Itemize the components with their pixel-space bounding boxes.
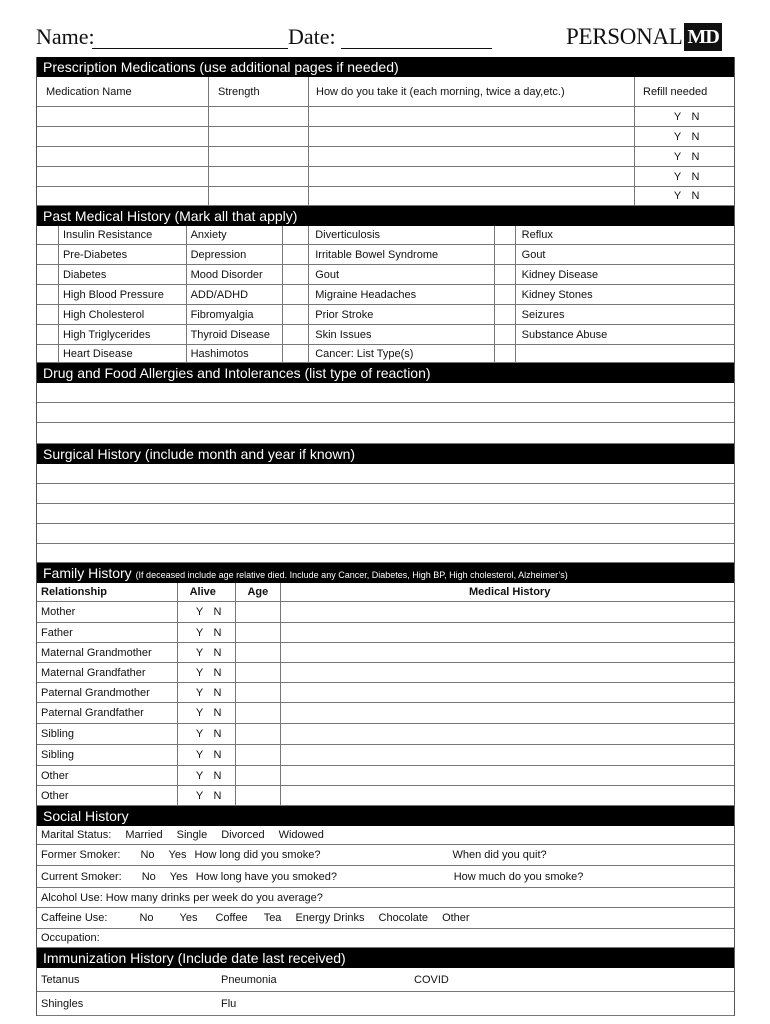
option-single[interactable]: Single [176, 829, 208, 841]
alive-yn[interactable] [178, 786, 237, 805]
condition-label: Mood Disorder [187, 265, 284, 284]
checkbox[interactable] [37, 245, 59, 264]
caffeine-label: Caffeine Use: [41, 912, 108, 924]
surgery-line-field[interactable] [37, 504, 734, 524]
medical-history-field[interactable] [281, 602, 734, 622]
age-field[interactable] [236, 766, 281, 785]
condition-label: Kidney Stones [521, 288, 593, 301]
allergy-line-field[interactable] [37, 423, 734, 444]
current-smoke-amount[interactable]: How much do you smoke? [453, 870, 584, 883]
option-married[interactable]: Married [125, 829, 163, 841]
logo-text: PERSONAL [566, 24, 683, 49]
checkbox[interactable] [37, 325, 59, 344]
how-taken-field[interactable] [309, 187, 635, 205]
strength-field[interactable] [209, 187, 309, 205]
relationship-label: Maternal Grandfather [37, 663, 178, 682]
current-smoker-no[interactable]: No [141, 870, 156, 883]
refill-no[interactable]: N [691, 110, 700, 123]
condition-row [37, 226, 734, 245]
age-field[interactable] [236, 724, 281, 744]
condition-row [37, 345, 734, 363]
checkbox[interactable] [37, 265, 59, 284]
former-smoker-row[interactable] [37, 845, 734, 866]
col-how-taken: How do you take it (each morning, twice a day,etc.) [309, 77, 635, 106]
family-subtitle: (If deceased include age relative died. Include any Cancer, Diabetes, High BP, High cholesterol, Alzheimer’s) [135, 570, 568, 580]
condition-label: Prior Stroke [309, 305, 494, 324]
relationship-label: Paternal Grandmother [37, 683, 178, 702]
relationship-label: Maternal Grandmother [37, 643, 178, 662]
condition-label: Hashimotos [187, 345, 284, 362]
medication-name-field[interactable] [37, 167, 209, 186]
refill-yn[interactable] [635, 167, 734, 186]
age-field[interactable] [236, 623, 281, 642]
medication-name-field[interactable] [37, 187, 209, 205]
checkbox[interactable] [283, 285, 309, 304]
option-divorced[interactable]: Divorced [221, 829, 265, 841]
past-history-grid [37, 226, 734, 363]
condition-label: Reflux [521, 229, 553, 241]
checkbox[interactable] [283, 265, 309, 284]
surgery-line-field[interactable] [37, 544, 734, 563]
refill-yn[interactable] [635, 147, 734, 166]
alive-no[interactable]: N [213, 606, 222, 618]
prescriptions-column-headers [37, 77, 734, 107]
alive-yes[interactable]: Y [195, 646, 204, 659]
alive-no[interactable]: N [213, 769, 222, 782]
col-refill: Refill needed [643, 85, 708, 98]
surgical-rows [37, 464, 734, 563]
date-field[interactable] [341, 48, 492, 49]
condition-label: Pre-Diabetes [59, 245, 187, 264]
medical-history-field[interactable] [281, 663, 734, 682]
allergies-header: Drug and Food Allergies and Intolerances (list type of reaction) [37, 363, 734, 383]
col-age: Age [236, 583, 281, 601]
condition-row [37, 325, 734, 345]
checkbox[interactable] [37, 345, 59, 362]
former-smoker-no[interactable]: No [140, 849, 155, 861]
surgical-header: Surgical History (include month and year if known) [37, 444, 734, 464]
col-relationship: Relationship [37, 583, 178, 601]
family-row [37, 623, 734, 643]
alive-yn[interactable] [178, 623, 237, 642]
condition-label: Substance Abuse [521, 328, 608, 341]
alive-yes[interactable]: Y [195, 749, 204, 761]
occupation-label: Occupation: [41, 932, 100, 944]
strength-field[interactable] [209, 127, 309, 146]
col-medical-history: Medical History [469, 586, 551, 598]
condition-label: Anxiety [187, 226, 284, 244]
alive-yes[interactable]: Y [195, 769, 204, 782]
social-header: Social History [37, 806, 734, 826]
former-smoke-duration[interactable]: How long did you smoke? [194, 849, 321, 861]
col-medication-name: Medication Name [37, 77, 209, 106]
age-field[interactable] [236, 683, 281, 702]
medical-history-field[interactable] [281, 703, 734, 723]
age-field[interactable] [236, 643, 281, 662]
condition-label: Heart Disease [59, 345, 187, 362]
condition-label: Irritable Bowel Syndrome [309, 245, 494, 264]
medical-history-field[interactable] [281, 724, 734, 744]
prescription-row [37, 127, 734, 147]
refill-yes[interactable]: Y [673, 150, 682, 163]
refill-yn[interactable] [635, 127, 734, 146]
medical-history-field[interactable] [281, 643, 734, 662]
condition-row [37, 245, 734, 265]
alive-no[interactable]: N [213, 646, 222, 659]
option-widowed[interactable]: Widowed [278, 829, 324, 841]
checkbox[interactable] [283, 345, 309, 362]
page-header [0, 0, 770, 56]
family-column-headers [37, 583, 734, 602]
alive-yes[interactable]: Y [195, 606, 204, 618]
age-field[interactable] [236, 663, 281, 682]
allergies-rows [37, 383, 734, 444]
condition-label: Insulin Resistance [59, 226, 187, 244]
condition-label: High Cholesterol [59, 305, 187, 324]
checkbox[interactable] [283, 226, 309, 244]
past-history-header: Past Medical History (Mark all that apply) [37, 206, 734, 226]
refill-yn[interactable] [635, 107, 734, 126]
family-title: Family History [43, 565, 132, 581]
alive-no[interactable]: N [213, 728, 222, 740]
former-smoker-label: Former Smoker: [41, 849, 121, 861]
relationship-label: Paternal Grandfather [37, 703, 178, 723]
relationship-label: Sibling [37, 745, 178, 765]
prescription-row [37, 147, 734, 167]
marital-label: Marital Status: [41, 829, 112, 841]
strength-field[interactable] [209, 167, 309, 186]
current-smoker-row[interactable] [37, 866, 734, 888]
alive-yn[interactable] [178, 703, 237, 723]
family-row [37, 703, 734, 724]
checkbox[interactable] [37, 305, 59, 324]
refill-yes[interactable]: Y [673, 130, 682, 143]
condition-label: Fibromyalgia [187, 305, 284, 324]
checkbox[interactable] [37, 226, 59, 244]
condition-label: ADD/ADHD [187, 285, 284, 304]
age-field[interactable] [236, 745, 281, 765]
checkbox[interactable] [495, 245, 516, 264]
alive-yn[interactable] [178, 683, 237, 702]
alcohol-row[interactable] [37, 888, 734, 908]
prescriptions-rows [37, 107, 734, 206]
alive-no[interactable]: N [213, 626, 222, 639]
alive-yes[interactable]: Y [195, 728, 204, 740]
medical-history-field[interactable] [281, 683, 734, 702]
alcohol-label: Alcohol Use: How many drinks per week do you average? [41, 891, 323, 904]
alive-no[interactable]: N [213, 789, 222, 802]
condition-label: Diabetes [59, 265, 187, 284]
checkbox[interactable] [283, 245, 309, 264]
shingles-field[interactable]: Shingles [41, 997, 84, 1010]
relationship-label: Other [37, 786, 178, 805]
how-taken-field[interactable] [309, 107, 635, 126]
condition-label: Kidney Disease [521, 268, 599, 281]
checkbox[interactable] [283, 305, 309, 324]
alive-yn[interactable] [178, 766, 237, 785]
col-alive: Alive [178, 583, 237, 601]
medication-name-field[interactable] [37, 107, 209, 126]
alive-yes[interactable]: Y [195, 789, 204, 802]
relationship-label: Other [37, 766, 178, 785]
checkbox[interactable] [495, 226, 516, 244]
checkbox[interactable] [495, 325, 516, 344]
alive-no[interactable]: N [213, 686, 222, 699]
condition-label: Cancer: List Type(s) [309, 345, 494, 362]
relationship-label: Father [37, 623, 178, 642]
age-field[interactable] [236, 703, 281, 723]
caffeine-no[interactable]: No [139, 912, 154, 924]
tetanus-field[interactable]: Tetanus [41, 973, 80, 986]
family-row [37, 643, 734, 663]
prescription-row [37, 107, 734, 127]
caffeine-energy-drinks[interactable]: Energy Drinks [295, 912, 365, 924]
checkbox[interactable] [495, 305, 516, 324]
alive-yes[interactable]: Y [195, 626, 204, 639]
family-header [37, 563, 734, 583]
relationship-label: Mother [37, 602, 178, 622]
surgery-line-field[interactable] [37, 464, 734, 484]
refill-yes[interactable]: Y [673, 170, 682, 183]
logo-badge: MD [684, 23, 721, 51]
prescriptions-header: Prescription Medications (use additional pages if needed) [37, 57, 734, 77]
condition-label: Gout [309, 265, 494, 284]
refill-yn[interactable] [635, 187, 734, 205]
family-row [37, 724, 734, 745]
alive-no[interactable]: N [213, 749, 222, 761]
alive-yes[interactable]: Y [195, 666, 204, 679]
checkbox[interactable] [495, 285, 516, 304]
current-smoker-yes[interactable]: Yes [169, 870, 188, 883]
current-smoker-label: Current Smoker: [41, 870, 122, 883]
occupation-row[interactable] [37, 929, 734, 948]
caffeine-coffee[interactable]: Coffee [215, 912, 248, 924]
strength-field[interactable] [209, 147, 309, 166]
medical-history-field[interactable] [281, 745, 734, 765]
condition-label: Skin Issues [309, 325, 494, 344]
condition-label: Seizures [521, 308, 565, 321]
checkbox[interactable] [283, 325, 309, 344]
condition-label: Thyroid Disease [187, 325, 284, 344]
relationship-label: Sibling [37, 724, 178, 744]
surgery-line-field[interactable] [37, 484, 734, 504]
alive-yn[interactable] [178, 643, 237, 662]
condition-label [516, 345, 734, 362]
marital-status-row[interactable] [37, 826, 734, 845]
how-taken-field[interactable] [309, 167, 635, 186]
family-row [37, 683, 734, 703]
condition-row [37, 305, 734, 325]
condition-label: Depression [187, 245, 284, 264]
medication-name-field[interactable] [37, 127, 209, 146]
condition-label: Diverticulosis [309, 226, 494, 244]
alive-yn[interactable] [178, 745, 237, 765]
family-row [37, 786, 734, 806]
alive-no[interactable]: N [213, 666, 222, 679]
medical-history-field[interactable] [281, 623, 734, 642]
checkbox[interactable] [495, 265, 516, 284]
refill-yes[interactable]: Y [673, 190, 682, 202]
surgery-line-field[interactable] [37, 524, 734, 544]
date-label: Date: [288, 24, 336, 49]
condition-label: Migraine Headaches [309, 285, 494, 304]
personal-md-logo [566, 22, 722, 52]
checkbox[interactable] [495, 345, 516, 362]
alive-no[interactable]: N [213, 707, 222, 719]
age-field[interactable] [236, 786, 281, 805]
current-smoke-duration[interactable]: How long have you smoked? [195, 870, 337, 883]
alive-yn[interactable] [178, 602, 237, 622]
medication-name-field[interactable] [37, 147, 209, 166]
age-field[interactable] [236, 602, 281, 622]
allergy-line-field[interactable] [37, 383, 734, 403]
allergy-line-field[interactable] [37, 403, 734, 423]
pneumonia-field[interactable]: Pneumonia [221, 973, 277, 986]
medical-history-field[interactable] [281, 766, 734, 785]
checkbox[interactable] [37, 285, 59, 304]
strength-field[interactable] [209, 107, 309, 126]
refill-no[interactable]: N [691, 190, 700, 202]
covid-field[interactable]: COVID [414, 973, 449, 986]
flu-field[interactable]: Flu [221, 997, 237, 1010]
immunization-header: Immunization History (Include date last received) [37, 948, 734, 968]
how-taken-field[interactable] [309, 147, 635, 166]
alive-yn[interactable] [178, 663, 237, 682]
family-row [37, 766, 734, 786]
medical-history-field[interactable] [281, 786, 734, 805]
family-row [37, 663, 734, 683]
caffeine-row[interactable] [37, 908, 734, 929]
how-taken-field[interactable] [309, 127, 635, 146]
caffeine-yes[interactable]: Yes [179, 912, 198, 924]
prescription-row [37, 167, 734, 187]
caffeine-tea[interactable]: Tea [263, 912, 282, 924]
prescription-row [37, 187, 734, 206]
family-row [37, 745, 734, 766]
col-strength: Strength [209, 77, 309, 106]
name-field[interactable] [92, 48, 288, 49]
caffeine-other[interactable]: Other [442, 912, 470, 924]
refill-no[interactable]: N [691, 150, 700, 163]
refill-no[interactable]: N [691, 170, 700, 183]
condition-label: Gout [521, 248, 546, 261]
condition-row [37, 265, 734, 285]
condition-row [37, 285, 734, 305]
immunization-row-2[interactable] [37, 992, 734, 1016]
medical-history-form [36, 57, 735, 1016]
name-label: Name: [36, 24, 95, 49]
condition-label: High Blood Pressure [59, 285, 187, 304]
alive-yes[interactable]: Y [195, 707, 204, 719]
condition-label: High Triglycerides [59, 325, 187, 344]
refill-yes[interactable]: Y [673, 110, 682, 123]
family-rows [37, 602, 734, 806]
caffeine-chocolate[interactable]: Chocolate [378, 912, 429, 924]
former-smoker-yes[interactable]: Yes [168, 849, 187, 861]
immunization-row-1[interactable] [37, 968, 734, 992]
former-quit-date[interactable]: When did you quit? [452, 849, 547, 861]
family-row [37, 602, 734, 623]
alive-yn[interactable] [178, 724, 237, 744]
refill-no[interactable]: N [691, 130, 700, 143]
alive-yes[interactable]: Y [195, 686, 204, 699]
